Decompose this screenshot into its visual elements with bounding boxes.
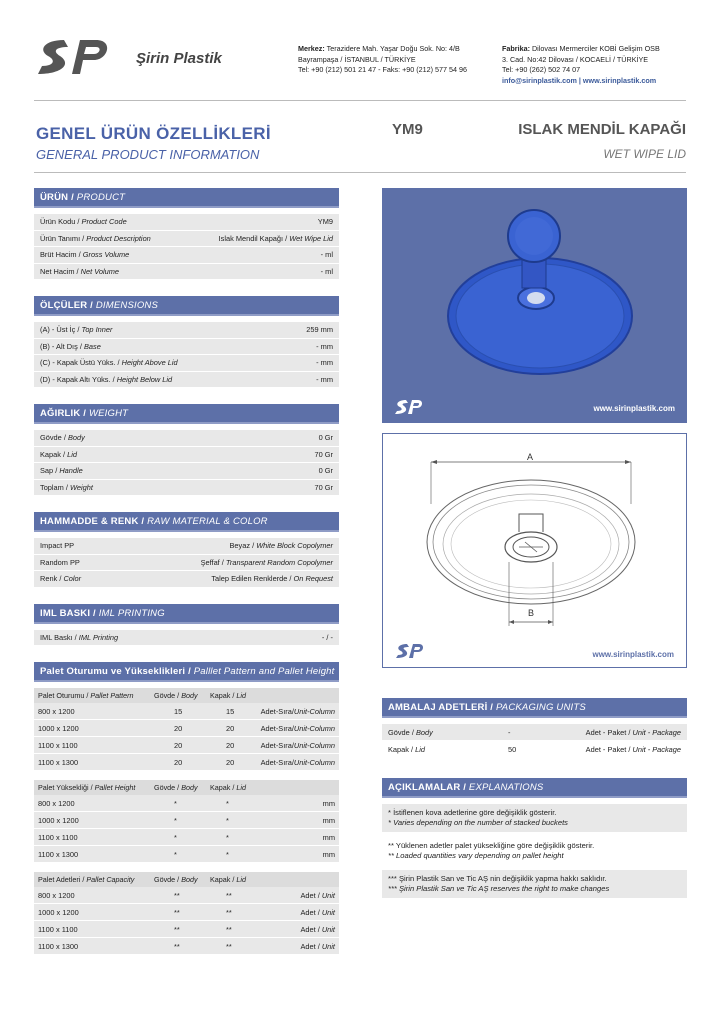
headquarters-address: [298, 44, 498, 76]
weight-row: Kapak / Lid 70 Gr: [34, 447, 339, 464]
weight-row: Gövde / Body 0 Gr: [34, 430, 339, 447]
factory-line3: Tel: +90 (262) 502 74 07: [502, 65, 581, 74]
weight-row: Sap / Handle 0 Gr: [34, 463, 339, 480]
explanations-section-header: AÇIKLAMALAR / EXPLANATIONS: [382, 778, 687, 798]
printing-section-header: IML BASKI / IML PRINTING: [34, 604, 339, 624]
dimension-label-a: A: [527, 452, 534, 462]
pallet-capacity-row: 1000 x 1200 ** ** Adet / Unit: [34, 904, 339, 921]
dimension-row: (C) - Kapak Üstü Yüks. / Height Above Lid - mm: [34, 355, 339, 372]
pallet-height-header: Palet Yüksekliği / Pallet Height Gövde / Body Kapak / Lid: [34, 780, 339, 795]
product-row: Brüt Hacim / Gross Volume - ml: [34, 247, 339, 264]
dimension-row: (A) - Üst İç / Top Inner 259 mm: [34, 322, 339, 339]
pallet-capacity-row: 800 x 1200 ** ** Adet / Unit: [34, 887, 339, 904]
packaging-section: [382, 698, 687, 758]
material-row: Renk / Color Talep Edilen Renklerde / On Request: [34, 571, 339, 588]
pallet-pattern-row: 1100 x 1100 20 20 Adet-Sıra/Unit-Column: [34, 737, 339, 754]
material-row: Impact PP Beyaz / White Block Copolymer: [34, 538, 339, 555]
pallet-height-row: 1100 x 1100 * * mm: [34, 829, 339, 846]
pallet-capacity-row: 1100 x 1300 ** ** Adet / Unit: [34, 938, 339, 955]
pallet-height-row: 1000 x 1200 * * mm: [34, 812, 339, 829]
factory-line1: Dilovası Mermerciler KOBİ Gelişim OSB: [531, 44, 660, 53]
company-logo: [34, 32, 134, 82]
product-row: Ürün Tanımı / Product Description Islak Mendil Kapağı / Wet Wipe Lid: [34, 231, 339, 248]
weight-section-header: AĞIRLIK / WEIGHT: [34, 404, 339, 424]
pallet-pattern-row: 1000 x 1200 20 20 Adet-Sıra/Unit-Column: [34, 720, 339, 737]
page-subtitle: GENERAL PRODUCT INFORMATION: [36, 147, 260, 162]
product-row: Ürün Kodu / Product Code YM9: [34, 214, 339, 231]
dimensions-section-header: ÖLÇÜLER / DIMENSIONS: [34, 296, 339, 316]
weight-row: Toplam / Weight 70 Gr: [34, 480, 339, 497]
product-row: Net Hacim / Net Volume - ml: [34, 264, 339, 281]
pallet-section-header: Palet Oturumu ve Yükseklikleri / Palllet Pattern and Pallet Height: [34, 662, 339, 682]
product-code-title: YM9: [392, 121, 423, 138]
explanation-item: * İstiflenen kova adetlerine göre değişiklik gösterir. * Varies depending on the number of stacked buckets: [382, 804, 687, 832]
product-name-title-en: WET WIPE LID: [603, 147, 686, 161]
title-divider: [34, 172, 686, 173]
hq-line2: Bayrampaşa / İSTANBUL / TÜRKİYE: [298, 54, 416, 64]
packaging-row: Gövde / Body - Adet - Paket / Unit - Package: [382, 724, 687, 741]
contact-links[interactable]: info@sirinplastik.com | www.sirinplastik.com: [502, 75, 657, 85]
factory-line2: 3. Cad. No:42 Dilovası / KOCAELİ / TÜRKİYE: [502, 54, 649, 64]
pallet-pattern-row: 800 x 1200 15 15 Adet-Sıra/Unit-Column: [34, 703, 339, 720]
pallet-capacity-header: Palet Adetleri / Pallet Capacity Gövde / Body Kapak / Lid: [34, 872, 339, 887]
material-section-header: HAMMADDE & RENK / RAW MATERIAL & COLOR: [34, 512, 339, 532]
packaging-section-header: AMBALAJ ADETLERİ / PACKAGING UNITS: [382, 698, 687, 718]
technical-drawing: [382, 433, 687, 668]
dimension-row: (D) - Kapak Altı Yüks. / Height Below Lid - mm: [34, 372, 339, 389]
pallet-height-row: 1100 x 1300 * * mm: [34, 846, 339, 863]
dimension-row: (B) - Alt Dış / Base - mm: [34, 339, 339, 356]
pallet-pattern-row: 1100 x 1300 20 20 Adet-Sıra/Unit-Column: [34, 754, 339, 771]
product-name-title: ISLAK MENDİL KAPAĞI: [518, 121, 686, 138]
pallet-height-row: 800 x 1200 * * mm: [34, 795, 339, 812]
left-column: [34, 188, 339, 955]
pallet-capacity-row: 1100 x 1100 ** ** Adet / Unit: [34, 921, 339, 938]
hq-line1: Terazidere Mah. Yaşar Doğu Sok. No: 4/B: [326, 44, 460, 53]
hq-label: Merkez:: [298, 44, 325, 53]
material-row: Random PP Şeffaf / Transparent Random Copolymer: [34, 555, 339, 572]
brand-name: Şirin Plastik: [136, 50, 222, 67]
header-divider: [34, 100, 686, 101]
explanation-item: *** Şirin Plastik San ve Tic AŞ nin değişiklik yapma hakkı saklıdır. *** Şirin Plastik San ve Tic AŞ reserves the right to make changes: [382, 870, 687, 898]
page-title: GENEL ÜRÜN ÖZELLİKLERİ: [36, 124, 271, 143]
explanation-item: ** Yüklenen adetler palet yüksekliğine göre değişiklik gösterir. ** Loaded quantities vary depending on pallet height: [388, 841, 595, 860]
product-photo: [382, 188, 687, 423]
product-section-header: ÜRÜN / PRODUCT: [34, 188, 339, 208]
factory-label: Fabrika:: [502, 44, 530, 53]
dimension-label-b: B: [528, 608, 535, 618]
photo-website: www.sirinplastik.com: [593, 404, 675, 413]
printing-row: IML Baskı / IML Printing - / -: [34, 630, 339, 647]
packaging-row: Kapak / Lid 50 Adet - Paket / Unit - Package: [382, 741, 687, 758]
drawing-website: www.sirinplastik.com: [592, 650, 674, 659]
hq-line3: Tel: +90 (212) 501 21 47 - Faks: +90 (212) 577 54 96: [298, 65, 468, 74]
factory-address: [502, 44, 702, 86]
explanations-section: [382, 778, 687, 898]
drawing-logo: [395, 642, 425, 660]
pallet-pattern-header: Palet Oturumu / Pallet Pattern Gövde / Body Kapak / Lid: [34, 688, 339, 703]
photo-logo: [394, 398, 424, 416]
